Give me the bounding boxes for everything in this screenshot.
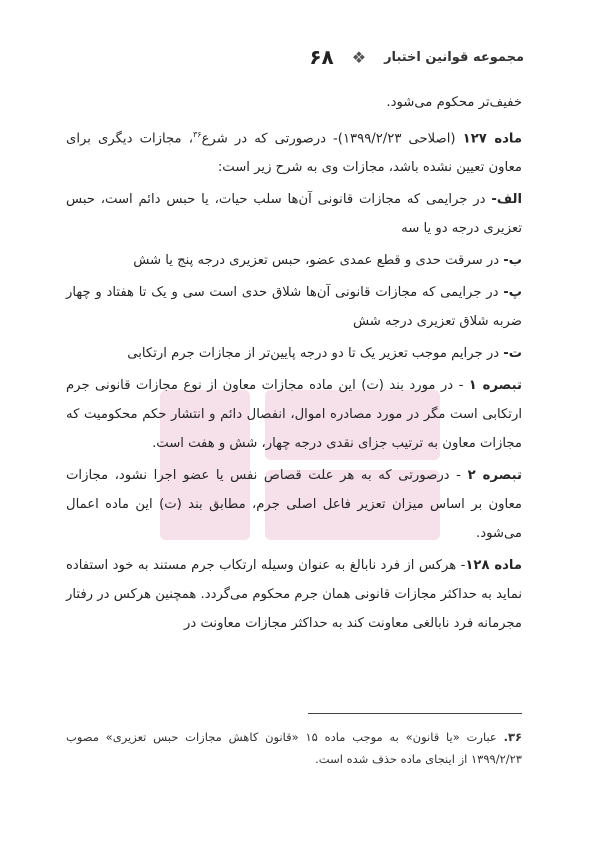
clause-be: ب- در سرقت حدی و قطع عمدی عضو، حبس تعزیری درجه پنج یا شش <box>133 253 522 269</box>
article-127: ماده ۱۲۷ (اصلاحی ۱۳۹۹/۲/۲۳)- درصورتی که در شرع$^{۳۶}$، مجازات دیگری برای معاون تعیین نشده باشد، مجازات وی به شرح زیر است: <box>66 130 522 176</box>
footnotes <box>66 726 522 770</box>
note-1: تبصره ۱ - در مورد بند (ت) این ماده مجازات معاون از نوع مجازات قانونی جرم ارتکابی است مگر در مورد مصادره اموال، انفصال دائم و انتشار حکم محکومیت که مجازات معاون به ترتیب جزای نقدی درجه چهار، شش و هفت است. <box>66 378 522 452</box>
footnote-36: ۳۶. عبارت «یا قانون» به موجب ماده ۱۵ «قانون کاهش مجازات حبس تعزیری» مصوب ۱۳۹۹/۲/۲۳ از اینجای ماده حذف شده است. <box>66 730 522 766</box>
running-header <box>62 42 524 72</box>
ornament-icon: ❖ <box>351 47 367 67</box>
footnote-ref-36[interactable]: ۳۶ <box>192 130 202 139</box>
footnote-divider <box>308 713 522 714</box>
article-128: ماده ۱۲۸- هرکس از فرد نابالغ به عنوان وسیله ارتکاب جرم مستند به خود استفاده نماید به حداکثر مجازات قانونی همان جرم محکوم می‌گردد. همچنین هرکس در رفتار مجرمانه فرد نابالغی معاونت کند به حداکثر مجازات معاونت در <box>66 558 522 632</box>
clause-pe: پ- در جرایمی که مجازات قانونی آن‌ها شلاق حدی است سی و یک تا هفتاد و چهار ضربه شلاق تعزیری درجه شش <box>66 285 522 330</box>
page-number: ۶۸ <box>309 45 334 69</box>
body-text <box>66 88 522 641</box>
article-127-heading: ماده ۱۲۷ <box>462 131 522 147</box>
book-title: مجموعه قوانین اختبار <box>384 49 524 65</box>
article-128-heading: ماده ۱۲۸ <box>465 558 522 574</box>
paragraph-intro: خفیف‌تر محکوم می‌شود. <box>386 95 522 110</box>
note-2: تبصره ۲ - درصورتی که به هر علت قصاص نفس یا عضو اجرا نشود، مجازات معاون بر اساس میزان تعزیر فاعل اصلی جرم، مطابق بند (ت) این ماده اعمال می‌شود. <box>66 468 522 542</box>
clause-te: ت- در جرایم موجب تعزیر یک تا دو درجه پایین‌تر از مجازات جرم ارتکابی <box>127 346 522 362</box>
clause-alef: الف- در جرایمی که مجازات قانونی آن‌ها سلب حیات، یا حبس دائم است، حبس تعزیری درجه دو یا سه <box>66 192 522 237</box>
